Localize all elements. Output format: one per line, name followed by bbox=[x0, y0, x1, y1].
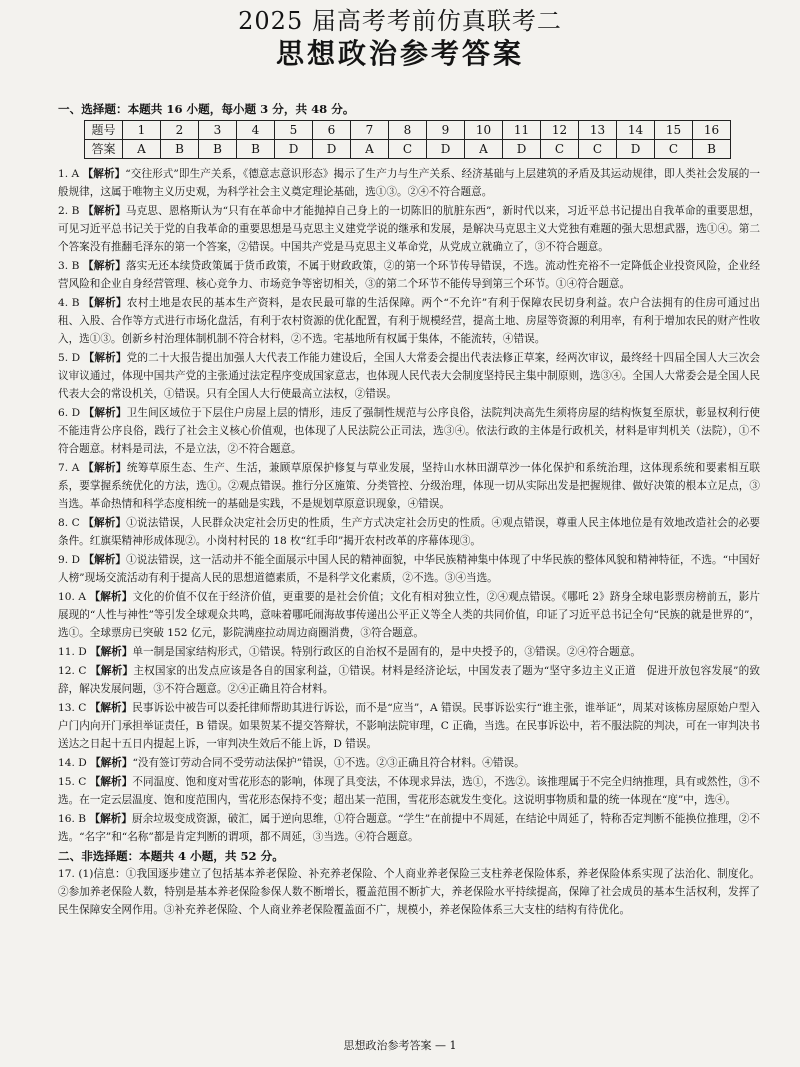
analysis-tag: 【解析】 bbox=[82, 260, 126, 272]
explanation-text: 党的二十大报告提出加强人大代表工作能力建设后，全国人大常委会提出代表法修正草案，经两次审议，最终经十四届全国人大三次会议审议通过，体现中国共产党的主张通过法定程序变成国家意志，也体现人民代表大会制度坚持民主集中制原则，选③④。全国人大常委会是全国人民代表大会的常设机关，①错误。只有全国人大行使最高立法权，②错误。 bbox=[58, 352, 761, 400]
page-footer: 思想政治参考答案 — 1 bbox=[343, 1039, 457, 1052]
explanation-item bbox=[58, 294, 760, 348]
table-cell: D bbox=[503, 140, 541, 159]
answer-table-number-row bbox=[85, 121, 731, 140]
explanation-item bbox=[58, 662, 760, 698]
section-2-heading: 二、非选择题：本题共 4 小题，共 52 分。 bbox=[58, 849, 284, 863]
analysis-tag: 【解析】 bbox=[83, 407, 127, 419]
main-content bbox=[58, 100, 760, 920]
table-cell: B bbox=[237, 140, 275, 159]
row-label-number: 题号 bbox=[85, 121, 123, 140]
explanation-text: 马克思、恩格斯认为“只有在革命中才能抛掉自己身上的一切陈旧的肮脏东西”，新时代以来，习近平总书记提出自我革命的重要思想，可见习近平总书记关于党的自我革命的重要思想是马克思主义建党学说的继承和发展，是解决马克思主义大党独有难题的强大思想武器，选①④。第二个答案没有推翻毛泽东的第一个答案，②错误。中国共产党是马克思主义革命党，从党成立就确立了，③不符合题意。 bbox=[58, 205, 761, 253]
row-label-answer: 答案 bbox=[85, 140, 123, 159]
question-17-answer bbox=[58, 865, 760, 919]
question-answer-prefix: 2. B bbox=[58, 205, 83, 217]
analysis-tag: 【解析】 bbox=[83, 297, 127, 309]
question-answer-prefix: 7. A bbox=[58, 462, 84, 474]
analysis-tag: 【解析】 bbox=[90, 757, 133, 769]
table-cell: 1 bbox=[123, 121, 161, 140]
analysis-tag: 【解析】 bbox=[82, 205, 126, 217]
explanation-item bbox=[58, 643, 760, 661]
explanation-text: 民事诉讼中被告可以委托律师帮助其进行诉讼，而不是“应当”，A 错误。民事诉讼实行“谁主张，谁举证”，周某对该栋房屋原始户型入户门内向开门承担举证责任，B 错误。如果贺某不提交答辩状，不影响法院审理，C 正确，当选。在民事诉讼中，若不服法院的判决，可在一审判决书送达之日起十五日内提起上诉，一审判决生效后不能上诉，D 错误。 bbox=[58, 702, 760, 750]
explanation-item bbox=[58, 257, 760, 293]
exam-title: 2025 届高考考前仿真联考二 bbox=[238, 7, 562, 35]
explanation-item bbox=[58, 459, 760, 513]
table-cell: 14 bbox=[617, 121, 655, 140]
answer-table-answer-row bbox=[85, 140, 731, 159]
explanation-text: 不同温度、饱和度对雪花形态的影响，体现了具变法，不体现求异法，选①，不选②。该推理属于不完全归纳推理，具有或然性，③不选。在一定云层温度、饱和度范围内，雪花形态保持不变；超出某一范围，雪花形态就发生变化。这说明事物质和量的统一体现在“度”中，选④。 bbox=[58, 776, 760, 806]
explanation-item bbox=[58, 699, 760, 753]
table-cell: 2 bbox=[161, 121, 199, 140]
table-cell: 12 bbox=[541, 121, 579, 140]
explanation-text: 文化的价值不仅在于经济价值，更重要的是社会价值；文化有相对独立性，②④观点错误。《哪吒 2》跻身全球电影票房榜前五，影片展现的“人性与神性”等引发全球观众共鸣，意味着哪吒闹海故事传递出公平正义等全人类的共同价值，印证了习近平总书记全句“民族的就是世界的”，选①。全球票房已突破 152 亿元，影院满座拉动周边商圈消费，③符合题意。 bbox=[58, 591, 760, 639]
question-answer-prefix: 16. B bbox=[58, 813, 90, 825]
table-cell: 6 bbox=[313, 121, 351, 140]
analysis-tag: 【解析】 bbox=[82, 168, 126, 180]
explanation-text: “没有签订劳动合同不受劳动法保护”错误，①不选。②③正确且符合材料。④错误。 bbox=[132, 757, 525, 769]
table-cell: 4 bbox=[237, 121, 275, 140]
explanations-list bbox=[58, 165, 760, 846]
explanation-item bbox=[58, 202, 760, 256]
question-17-prefix: 17. (1)信息： bbox=[58, 868, 126, 880]
table-cell: A bbox=[465, 140, 503, 159]
question-answer-prefix: 13. C bbox=[58, 702, 90, 714]
table-cell: C bbox=[541, 140, 579, 159]
question-answer-prefix: 4. B bbox=[58, 297, 84, 309]
analysis-tag: 【解析】 bbox=[89, 813, 133, 825]
table-cell: 7 bbox=[351, 121, 389, 140]
question-answer-prefix: 1. A bbox=[58, 168, 83, 180]
explanation-text: 卫生间区域位于下层住户房屋上层的情形，违反了强制性规范与公序良俗，法院判决高先生须将房屋的结构恢复至原状，彰显权利行使不能违背公序良俗，践行了社会主义核心价值观，也体现了人民法院公正司法，选③④。依法行政的主体是行政机关，材料是审判机关（法院），①不符合题意。材料是司法，不是立法，②不符合题意。 bbox=[58, 407, 761, 455]
table-cell: 10 bbox=[465, 121, 503, 140]
explanation-item bbox=[58, 588, 760, 642]
table-cell: C bbox=[389, 140, 427, 159]
question-answer-prefix: 8. C bbox=[58, 517, 84, 529]
table-cell: D bbox=[275, 140, 313, 159]
explanation-item bbox=[58, 773, 760, 809]
table-cell: D bbox=[617, 140, 655, 159]
question-answer-prefix: 11. D bbox=[58, 646, 91, 658]
question-answer-prefix: 9. D bbox=[58, 554, 84, 566]
table-cell: B bbox=[693, 140, 731, 159]
section-1-heading: 一、选择题：本题共 16 小题，每小题 3 分，共 48 分。 bbox=[58, 102, 355, 116]
explanation-item bbox=[58, 165, 760, 201]
explanation-text: 厨余垃圾变成资源，破汇，属于逆向思维，①符合题意。“学生”在前提中不周延，在结论中周延了，特称否定判断不能换位推理，②不选。“名字”和“名称”都是肯定判断的谓项，都不周延，③当选。④符合题意。 bbox=[58, 813, 761, 843]
table-cell: D bbox=[313, 140, 351, 159]
analysis-tag: 【解析】 bbox=[89, 702, 133, 714]
question-answer-prefix: 14. D bbox=[58, 757, 91, 769]
table-cell: A bbox=[123, 140, 161, 159]
analysis-tag: 【解析】 bbox=[83, 352, 127, 364]
table-cell: 3 bbox=[199, 121, 237, 140]
table-cell: C bbox=[579, 140, 617, 159]
explanation-item bbox=[58, 404, 760, 458]
subject-title: 思想政治参考答案 bbox=[275, 37, 524, 70]
explanation-text: “交往形式”即生产关系，《德意志意识形态》揭示了生产力与生产关系、经济基础与上层建筑的矛盾及其运动规律，即人类社会发展的一般规律，这属于唯物主义历史观，为科学社会主义奠定理论基础，选①③。②④不符合题意。 bbox=[58, 168, 761, 198]
answer-table bbox=[84, 120, 731, 159]
table-cell: 16 bbox=[693, 121, 731, 140]
analysis-tag: 【解析】 bbox=[89, 591, 133, 603]
question-answer-prefix: 10. A bbox=[58, 591, 90, 603]
analysis-tag: 【解析】 bbox=[89, 776, 133, 788]
table-cell: 5 bbox=[275, 121, 313, 140]
analysis-tag: 【解析】 bbox=[83, 554, 127, 566]
explanation-item bbox=[58, 551, 760, 587]
explanation-text: 主权国家的出发点应该是各自的国家利益，①错误。材料是经济论坛，中国发表了题为“坚守多边主义正道 促进开放包容发展”的致辞，解决发展问题，③不符合题意。②④正确且符合材料。 bbox=[58, 665, 760, 695]
explanation-item bbox=[58, 754, 760, 772]
table-cell: B bbox=[161, 140, 199, 159]
explanation-item bbox=[58, 514, 760, 550]
table-cell: 13 bbox=[579, 121, 617, 140]
question-answer-prefix: 15. C bbox=[58, 776, 90, 788]
question-answer-prefix: 12. C bbox=[58, 665, 91, 677]
explanation-text: 农村土地是农民的基本生产资料，是农民最可靠的生活保障。两个“不允许”有利于保障农民切身利益。农户合法拥有的住房可通过出租、入股、合作等方式进行市场化盘活，有利于农村资源的优化配置，有利于规模经营，提高土地、房屋等资源的利用率，有利于增加农民的财产性收入，选①③。创新乡村治理体制机制不符合材料，②不选。宅基地所有权属于集体，不能流转，④错误。 bbox=[58, 297, 761, 345]
question-answer-prefix: 3. B bbox=[58, 260, 83, 272]
analysis-tag: 【解析】 bbox=[90, 665, 134, 677]
analysis-tag: 【解析】 bbox=[83, 462, 127, 474]
question-answer-prefix: 6. D bbox=[58, 407, 84, 419]
question-17-text: ①我国逐步建立了包括基本养老保险、补充养老保险、个人商业养老保险三支柱养老保险体系，养老保险体系实现了法治化、制度化。②参加养老保险人数，特别是基本养老保险参保人数不断增长，覆盖范围不断扩大，养老保险水平持续提高，保障了社会成员的基本生活权利，发挥了民生保障安全网作用。③补充养老保险、个人商业养老保险覆盖面不广，规模小，养老保险体系三大支柱的结构有待优化。 bbox=[58, 868, 760, 916]
table-cell: 15 bbox=[655, 121, 693, 140]
analysis-tag: 【解析】 bbox=[90, 646, 133, 658]
question-answer-prefix: 5. D bbox=[58, 352, 84, 364]
table-cell: A bbox=[351, 140, 389, 159]
explanation-text: ①说法错误，这一活动并不能全面展示中国人民的精神面貌，中华民族精神集中体现了中华民族的整体风貌和精神特征，不选。“中国好人榜”现场交流活动有利于提高人民的思想道德素质，不是科学文化素质，②不选。③④当选。 bbox=[58, 554, 761, 584]
table-cell: 8 bbox=[389, 121, 427, 140]
explanation-text: 统筹草原生态、生产、生活，兼顾草原保护修复与草业发展，坚持山水林田湖草沙一体化保护和系统治理，这体现系统和要素相互联系，要掌握系统优化的方法，选①。②观点错误。推行分区施策、分类管控、分级治理，体现一切从实际出发是把握规律、做好决策的根本立足点，③当选。革命热情和科学态度相统一的基础是实践，不是规划草原意识现象，④错误。 bbox=[58, 462, 761, 510]
explanation-text: ①说法错误，人民群众决定社会历史的性质，生产方式决定社会历史的性质。④观点错误，尊重人民主体地位是有效地改造社会的必要条件。红旗渠精神形成体现②。小岗村村民的 18 枚“红手印”揭开农村改革的序幕体现③。 bbox=[58, 517, 760, 547]
explanation-text: 落实无还本续贷政策属于货币政策，不属于财政政策，②的第一个环节传导错误，不选。流动性充裕不一定降低企业投资风险，企业经营风险和企业自身经营管理、核心竞争力、市场竞争等密切相关，③的第二个环节不能传导到第三个环节。①④符合题意。 bbox=[58, 260, 760, 290]
analysis-tag: 【解析】 bbox=[83, 517, 127, 529]
table-cell: D bbox=[427, 140, 465, 159]
table-cell: 11 bbox=[503, 121, 541, 140]
explanation-text: 单一制是国家结构形式，①错误。特别行政区的自治权不是固有的，是中央授予的，③错误。②④符合题意。 bbox=[132, 646, 641, 658]
table-cell: 9 bbox=[427, 121, 465, 140]
explanation-item bbox=[58, 810, 760, 846]
table-cell: C bbox=[655, 140, 693, 159]
page-header bbox=[0, 0, 800, 72]
explanation-item bbox=[58, 349, 760, 403]
table-cell: B bbox=[199, 140, 237, 159]
